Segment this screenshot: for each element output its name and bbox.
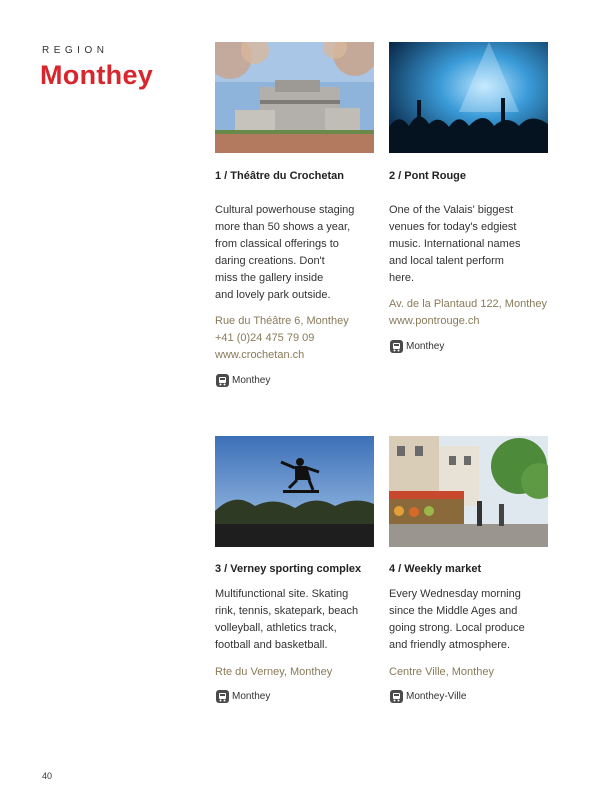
bus-stop-icon bbox=[390, 340, 403, 353]
address-line: Av. de la Plantaud 122, Monthey bbox=[389, 298, 547, 310]
address-line: Centre Ville, Monthey bbox=[389, 666, 494, 678]
item-4-address bbox=[389, 664, 494, 681]
stop-label: Monthey bbox=[406, 341, 445, 352]
description-line: One of the Valais' biggest bbox=[389, 204, 514, 216]
stop-label: Monthey bbox=[232, 375, 271, 386]
item-3-title: 3 / Verney sporting complex bbox=[215, 563, 362, 575]
item-2-title: 2 / Pont Rouge bbox=[389, 170, 466, 182]
theatre-photo bbox=[215, 42, 374, 153]
page-title: Monthey bbox=[40, 60, 154, 90]
description-line: and lovely park outside. bbox=[215, 289, 331, 301]
description-line: daring creations. Don't bbox=[215, 255, 325, 267]
address-line: Rue du Théâtre 6, Monthey bbox=[215, 315, 349, 327]
phone-line: +41 (0)24 475 79 09 bbox=[215, 332, 315, 344]
item-2-description bbox=[389, 202, 520, 287]
description-line: Cultural powerhouse staging bbox=[215, 204, 355, 216]
description-line: and friendly atmosphere. bbox=[389, 639, 511, 651]
description-line: more than 50 shows a year, bbox=[215, 221, 351, 233]
address-line: Rte du Verney, Monthey bbox=[215, 666, 333, 678]
region-label: REGION bbox=[42, 45, 109, 56]
description-line: since the Middle Ages and bbox=[389, 605, 518, 617]
bus-stop-icon bbox=[216, 690, 229, 703]
description-line: rink, tennis, skatepark, beach bbox=[215, 605, 359, 617]
description-line: volleyball, athletics track, bbox=[215, 622, 337, 634]
website-link[interactable]: www.pontrouge.ch bbox=[389, 315, 480, 327]
description-line: from classical offerings to bbox=[215, 238, 339, 250]
item-1-title: 1 / Théâtre du Crochetan bbox=[215, 170, 344, 182]
item-2-address bbox=[389, 296, 547, 330]
website-link[interactable]: www.crochetan.ch bbox=[215, 349, 305, 361]
description-line: miss the gallery inside bbox=[215, 272, 324, 284]
description-line: here. bbox=[389, 272, 415, 284]
description-line: and local talent perform bbox=[389, 255, 504, 267]
item-3-description bbox=[215, 586, 358, 654]
item-1-address bbox=[215, 313, 349, 364]
description-line: Every Wednesday morning bbox=[389, 588, 521, 600]
description-line: going strong. Local produce bbox=[389, 622, 525, 634]
bus-stop-icon bbox=[390, 690, 403, 703]
page-number: 40 bbox=[42, 771, 53, 781]
item-4-stop bbox=[390, 690, 466, 703]
concert-photo bbox=[389, 42, 548, 153]
item-4-title: 4 / Weekly market bbox=[389, 563, 482, 575]
item-4-description bbox=[389, 586, 525, 654]
bus-stop-icon bbox=[216, 374, 229, 387]
item-3-stop bbox=[216, 690, 270, 703]
description-line: Multifunctional site. Skating bbox=[215, 588, 349, 600]
market-photo bbox=[389, 436, 548, 547]
item-1-stop bbox=[216, 374, 270, 387]
skatepark-photo bbox=[215, 436, 374, 547]
item-3-address bbox=[215, 664, 332, 681]
stop-label: Monthey bbox=[232, 691, 271, 702]
description-line: music. International names bbox=[389, 238, 521, 250]
description-line: venues for today's edgiest bbox=[389, 221, 517, 233]
stop-label: Monthey-Ville bbox=[406, 691, 467, 702]
item-2-stop bbox=[390, 340, 444, 353]
item-1-description bbox=[215, 202, 354, 304]
description-line: football and basketball. bbox=[215, 639, 328, 651]
